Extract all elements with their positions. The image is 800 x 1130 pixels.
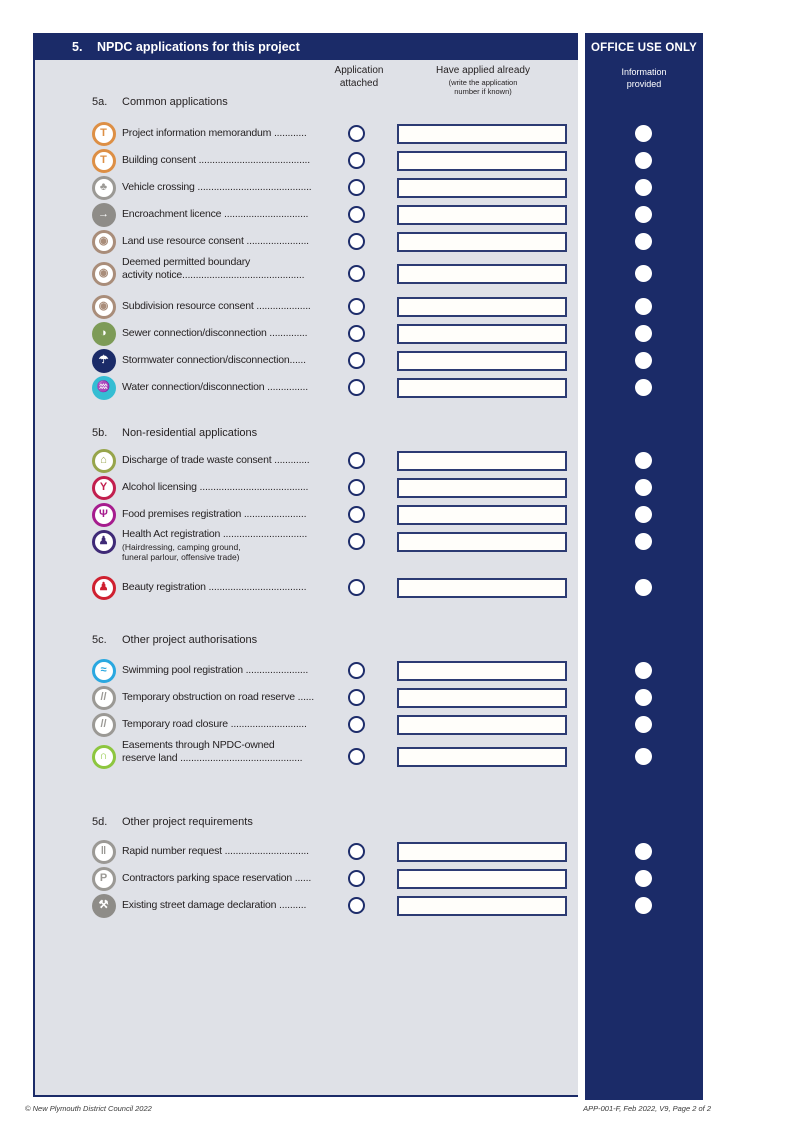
application-attached-cell	[347, 743, 365, 770]
application-attached-cell	[347, 711, 365, 738]
vehicle-crossing-icon: ♣	[92, 176, 116, 200]
icon-cell	[85, 501, 122, 528]
information-provided-marker[interactable]	[635, 265, 652, 282]
application-attached-cell	[347, 228, 365, 255]
application-label-text: Temporary road closure ............................	[122, 718, 307, 731]
section-5c	[33, 634, 703, 776]
application-attached-radio[interactable]	[348, 265, 365, 282]
icon-cell	[85, 174, 122, 201]
application-label-text: Contractors parking space reservation ......	[122, 872, 312, 885]
footer-copyright: © New Plymouth District Council 2022	[25, 1104, 152, 1113]
information-provided-marker[interactable]	[635, 716, 652, 733]
application-label-text: Stormwater connection/disconnection......	[122, 354, 306, 367]
information-provided-cell	[567, 711, 703, 738]
subdivision-resource-consent-icon: ◉	[92, 295, 116, 319]
deemed-permitted-boundary-activity-notice-icon: ◉	[92, 262, 116, 286]
information-provided-cell	[567, 201, 703, 228]
application-row	[33, 120, 703, 147]
icon-cell	[85, 374, 122, 401]
information-provided-cell	[567, 260, 703, 287]
application-row	[33, 293, 703, 320]
application-number-cell	[397, 743, 567, 770]
application-label	[122, 684, 347, 711]
information-provided-marker[interactable]	[635, 152, 652, 169]
section-header-title: Other project requirements	[122, 816, 253, 828]
application-attached-cell	[347, 501, 365, 528]
water-connection-disconnection-icon: ♒	[92, 376, 116, 400]
icon-cell	[85, 147, 122, 174]
information-provided-cell	[567, 228, 703, 255]
application-row	[33, 711, 703, 738]
information-provided-cell	[567, 743, 703, 770]
application-attached-cell	[347, 657, 365, 684]
icon-cell	[85, 892, 122, 919]
section-header-title: Other project authorisations	[122, 634, 258, 646]
information-provided-marker[interactable]	[635, 352, 652, 369]
application-attached-radio[interactable]	[348, 506, 365, 523]
application-number-input[interactable]	[397, 896, 567, 916]
application-row	[33, 201, 703, 228]
application-attached-cell	[347, 293, 365, 320]
application-attached-cell	[347, 320, 365, 347]
food-premises-registration-icon: Ψ	[92, 503, 116, 527]
application-number-cell	[397, 147, 567, 174]
application-row	[33, 447, 703, 474]
page-title: NPDC applications for this project	[97, 39, 300, 54]
application-label-text: Rapid number request ...............................	[122, 845, 309, 858]
application-attached-cell	[347, 528, 365, 555]
application-number-input[interactable]	[397, 324, 567, 344]
application-row	[33, 528, 703, 574]
information-provided-cell	[567, 892, 703, 919]
information-provided-cell	[567, 865, 703, 892]
application-label-text: Alcohol licensing ........................................	[122, 481, 309, 494]
application-label-text: Health Act registration ...............................	[122, 528, 308, 540]
section-header-title: Common applications	[122, 96, 228, 108]
application-number-cell	[397, 865, 567, 892]
application-attached-cell	[347, 347, 365, 374]
application-row	[33, 147, 703, 174]
application-label	[122, 255, 347, 282]
application-label-text: Building consent .........................................	[122, 154, 310, 167]
application-number-cell	[397, 574, 567, 601]
application-label-text: Beauty registration ....................................	[122, 581, 307, 594]
easements-through-npdc-owned-reserve-land-icon: ∩	[92, 745, 116, 769]
application-row	[33, 474, 703, 501]
information-provided-marker[interactable]	[635, 298, 652, 315]
section-header	[33, 96, 703, 110]
application-label	[122, 120, 347, 147]
application-number-input[interactable]	[397, 205, 567, 225]
application-number-input[interactable]	[397, 451, 567, 471]
information-provided-cell	[567, 293, 703, 320]
section-number: 5.	[72, 39, 83, 54]
application-label	[122, 711, 347, 738]
information-provided-cell	[567, 838, 703, 865]
section-header	[33, 816, 703, 830]
section-header-title: Non-residential applications	[122, 427, 258, 439]
application-number-cell	[397, 838, 567, 865]
section-header	[33, 634, 703, 648]
stormwater-connection-disconnection-icon: ☂	[92, 349, 116, 373]
application-label-text: Food premises registration .......................	[122, 508, 307, 521]
information-provided-cell	[567, 374, 703, 401]
application-label-text: Easements through NPDC-owned	[122, 738, 275, 751]
application-label-text: Vehicle crossing ..........................................	[122, 181, 312, 194]
application-label-text: Deemed permitted boundary	[122, 255, 251, 268]
section-5d	[33, 816, 703, 919]
application-attached-cell	[347, 174, 365, 201]
application-attached-radio[interactable]	[348, 352, 365, 369]
icon-cell	[85, 657, 122, 684]
icon-cell	[85, 293, 122, 320]
section-5a	[33, 96, 703, 401]
information-provided-cell	[567, 657, 703, 684]
application-row	[33, 320, 703, 347]
encroachment-licence-icon: →	[92, 203, 116, 227]
icon-cell	[85, 743, 122, 770]
application-attached-cell	[347, 201, 365, 228]
information-provided-cell	[567, 684, 703, 711]
application-number-cell	[397, 201, 567, 228]
application-label-text: Sewer connection/disconnection ..............	[122, 327, 308, 340]
application-label	[122, 474, 347, 501]
application-number-input[interactable]	[397, 661, 567, 681]
application-label	[122, 293, 347, 320]
application-attached-cell	[347, 684, 365, 711]
application-attached-radio[interactable]	[348, 233, 365, 250]
application-number-cell	[397, 528, 567, 555]
information-provided-marker[interactable]	[635, 479, 652, 496]
application-attached-radio[interactable]	[348, 379, 365, 396]
application-attached-radio[interactable]	[348, 452, 365, 469]
application-attached-radio[interactable]	[348, 206, 365, 223]
application-attached-cell	[347, 474, 365, 501]
information-provided-marker[interactable]	[635, 662, 652, 679]
information-provided-marker[interactable]	[635, 233, 652, 250]
beauty-registration-icon: ♟	[92, 576, 116, 600]
application-number-cell	[397, 711, 567, 738]
application-number-cell	[397, 174, 567, 201]
alcohol-licensing-icon: Y	[92, 476, 116, 500]
application-number-input[interactable]	[397, 478, 567, 498]
application-number-cell	[397, 501, 567, 528]
column-header-information-provided: Information provided	[621, 67, 667, 89]
application-number-cell	[397, 320, 567, 347]
application-attached-radio[interactable]	[348, 897, 365, 914]
health-act-registration-icon: ♟	[92, 530, 116, 554]
application-row	[33, 738, 703, 776]
application-label-text: Discharge of trade waste consent .............	[122, 454, 310, 467]
information-provided-marker[interactable]	[635, 748, 652, 765]
application-attached-radio[interactable]	[348, 325, 365, 342]
information-provided-marker[interactable]	[635, 870, 652, 887]
application-attached-cell	[347, 838, 365, 865]
application-label-text: activity notice.............................................	[122, 268, 305, 281]
information-provided-cell	[567, 447, 703, 474]
application-attached-radio[interactable]	[348, 716, 365, 733]
building-consent-icon: T	[92, 149, 116, 173]
application-attached-cell	[347, 260, 365, 287]
application-number-cell	[397, 293, 567, 320]
icon-cell	[85, 711, 122, 738]
application-number-cell	[397, 684, 567, 711]
application-label	[122, 320, 347, 347]
application-row	[33, 838, 703, 865]
application-attached-radio[interactable]	[348, 748, 365, 765]
icon-cell	[85, 528, 122, 555]
information-provided-marker[interactable]	[635, 325, 652, 342]
application-attached-radio[interactable]	[348, 152, 365, 169]
application-number-cell	[397, 474, 567, 501]
information-provided-marker[interactable]	[635, 689, 652, 706]
application-label	[122, 738, 347, 765]
page-footer	[25, 1104, 711, 1113]
application-label	[122, 174, 347, 201]
section-header-number: 5b.	[92, 427, 108, 439]
application-attached-radio[interactable]	[348, 298, 365, 315]
section-header	[33, 427, 703, 441]
information-provided-cell	[567, 501, 703, 528]
application-label	[122, 374, 347, 401]
information-provided-cell	[567, 320, 703, 347]
application-label-text: Swimming pool registration .......................	[122, 664, 309, 677]
have-applied-note: (write the application number if known)	[448, 78, 518, 97]
application-number-input[interactable]	[397, 747, 567, 767]
application-number-cell	[397, 228, 567, 255]
information-provided-marker[interactable]	[635, 125, 652, 142]
application-attached-cell	[347, 865, 365, 892]
application-label	[122, 528, 347, 562]
information-provided-marker[interactable]	[635, 843, 652, 860]
discharge-of-trade-waste-consent-icon: ⌂	[92, 449, 116, 473]
application-number-cell	[397, 447, 567, 474]
information-provided-marker[interactable]	[635, 452, 652, 469]
application-attached-radio[interactable]	[348, 479, 365, 496]
application-label	[122, 228, 347, 255]
project-information-memorandum-icon: T	[92, 122, 116, 146]
icon-cell	[85, 447, 122, 474]
application-row	[33, 657, 703, 684]
application-row	[33, 574, 703, 601]
information-provided-marker[interactable]	[635, 533, 652, 550]
contractors-parking-space-reservation-icon: P	[92, 867, 116, 891]
application-label-text: Subdivision resource consent ....................	[122, 300, 311, 313]
icon-cell	[85, 865, 122, 892]
form-page	[25, 33, 711, 1118]
existing-street-damage-declaration-icon: ⚒	[92, 894, 116, 918]
application-label-text: Water connection/disconnection ...............	[122, 381, 308, 394]
column-header-have-applied: Have applied already (write the application number if known)	[388, 65, 578, 97]
application-number-input[interactable]	[397, 532, 567, 552]
application-label	[122, 865, 347, 892]
application-row	[33, 347, 703, 374]
application-attached-radio[interactable]	[348, 689, 365, 706]
application-row	[33, 174, 703, 201]
application-number-input[interactable]	[397, 297, 567, 317]
icon-cell	[85, 474, 122, 501]
application-number-input[interactable]	[397, 264, 567, 284]
application-attached-cell	[347, 447, 365, 474]
section-5b	[33, 427, 703, 601]
icon-cell	[85, 201, 122, 228]
icon-cell	[85, 838, 122, 865]
application-row	[33, 255, 703, 293]
application-number-input[interactable]	[397, 178, 567, 198]
application-number-input[interactable]	[397, 505, 567, 525]
icon-cell	[85, 320, 122, 347]
information-provided-marker[interactable]	[635, 506, 652, 523]
office-use-only-label: OFFICE USE ONLY	[590, 42, 698, 54]
application-number-input[interactable]	[397, 351, 567, 371]
icon-cell	[85, 574, 122, 601]
application-row	[33, 865, 703, 892]
application-sections	[33, 60, 703, 919]
application-number-cell	[397, 657, 567, 684]
application-label	[122, 447, 347, 474]
section-title-bar	[35, 33, 578, 60]
application-label	[122, 574, 347, 601]
application-label-text: Encroachment licence ...............................	[122, 208, 309, 221]
application-number-input[interactable]	[397, 715, 567, 735]
application-attached-radio[interactable]	[348, 125, 365, 142]
application-label	[122, 201, 347, 228]
application-attached-cell	[347, 892, 365, 919]
application-number-cell	[397, 347, 567, 374]
application-label	[122, 838, 347, 865]
column-header-application-attached: Application attached	[334, 65, 384, 89]
application-number-input[interactable]	[397, 232, 567, 252]
information-provided-marker[interactable]	[635, 379, 652, 396]
information-provided-marker[interactable]	[635, 179, 652, 196]
information-provided-marker[interactable]	[635, 206, 652, 223]
application-label-text: Existing street damage declaration ..........	[122, 899, 307, 912]
information-provided-cell	[567, 120, 703, 147]
temporary-obstruction-on-road-reserve-icon: //	[92, 686, 116, 710]
icon-cell	[85, 347, 122, 374]
icon-cell	[85, 684, 122, 711]
section-header-number: 5d.	[92, 816, 108, 828]
application-label	[122, 501, 347, 528]
application-label	[122, 347, 347, 374]
application-number-cell	[397, 120, 567, 147]
application-row	[33, 892, 703, 919]
application-number-cell	[397, 374, 567, 401]
section-header-number: 5c.	[92, 634, 107, 646]
rapid-number-request-icon: ‖	[92, 840, 116, 864]
application-number-input[interactable]	[397, 842, 567, 862]
temporary-road-closure-icon: //	[92, 713, 116, 737]
information-provided-cell	[567, 347, 703, 374]
information-provided-marker[interactable]	[635, 579, 652, 596]
application-number-cell	[397, 892, 567, 919]
application-number-input[interactable]	[397, 151, 567, 171]
application-label-text: Temporary obstruction on road reserve ......	[122, 691, 314, 704]
icon-cell	[85, 228, 122, 255]
application-label-subtext: (Hairdressing, camping ground, funeral parlour, offensive trade)	[122, 541, 241, 562]
application-label	[122, 657, 347, 684]
application-label	[122, 892, 347, 919]
application-label	[122, 147, 347, 174]
land-use-resource-consent-icon: ◉	[92, 230, 116, 254]
application-row	[33, 684, 703, 711]
application-number-input[interactable]	[397, 869, 567, 889]
information-provided-cell	[567, 147, 703, 174]
information-provided-cell	[567, 174, 703, 201]
information-provided-cell	[567, 474, 703, 501]
application-number-input[interactable]	[397, 578, 567, 598]
application-label-text: reserve land .............................................	[122, 751, 303, 764]
icon-cell	[85, 120, 122, 147]
application-number-input[interactable]	[397, 688, 567, 708]
application-attached-cell	[347, 147, 365, 174]
application-label-text: Land use resource consent .......................	[122, 235, 309, 248]
application-attached-radio[interactable]	[348, 843, 365, 860]
application-row	[33, 228, 703, 255]
application-number-cell	[397, 260, 567, 287]
icon-cell	[85, 260, 122, 287]
information-provided-marker[interactable]	[635, 897, 652, 914]
application-label-text: Project information memorandum ............	[122, 127, 307, 140]
application-attached-cell	[347, 574, 365, 601]
application-number-input[interactable]	[397, 378, 567, 398]
application-row	[33, 501, 703, 528]
application-attached-radio[interactable]	[348, 533, 365, 550]
swimming-pool-registration-icon: ≈	[92, 659, 116, 683]
sewer-connection-disconnection-icon: ◑	[92, 322, 116, 346]
application-attached-radio[interactable]	[348, 179, 365, 196]
footer-form-reference: APP-001-F, Feb 2022, V9, Page 2 of 2	[583, 1104, 711, 1113]
information-provided-cell	[567, 528, 703, 555]
application-row	[33, 374, 703, 401]
application-attached-cell	[347, 120, 365, 147]
application-attached-radio[interactable]	[348, 662, 365, 679]
application-attached-cell	[347, 374, 365, 401]
application-number-input[interactable]	[397, 124, 567, 144]
section-header-number: 5a.	[92, 96, 108, 108]
information-provided-cell	[567, 574, 703, 601]
application-attached-radio[interactable]	[348, 579, 365, 596]
application-attached-radio[interactable]	[348, 870, 365, 887]
